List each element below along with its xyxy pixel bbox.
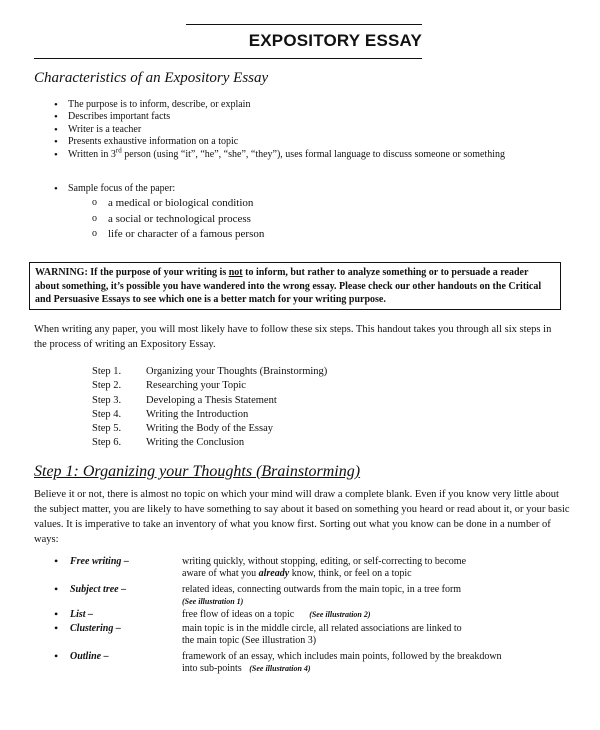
bullet-icon: • bbox=[54, 621, 59, 635]
warning-emphasis: not bbox=[228, 267, 243, 278]
written-superscript: rd bbox=[115, 146, 122, 155]
written-text-post: person (using “it”, “he”, “she”, “they”), uses formal language to discuss someone or something bbox=[121, 148, 505, 160]
sample-focus-label: • Sample focus of the paper: bbox=[54, 183, 175, 195]
method-term: Outline – bbox=[70, 651, 109, 662]
method-definition-line1 bbox=[182, 609, 502, 621]
method-definition-line2 bbox=[182, 568, 502, 580]
list-item bbox=[54, 556, 502, 584]
illustration-note: (See illustration 4) bbox=[249, 663, 311, 673]
method-definition-line1: related ideas, connecting outwards from the main topic, in a tree form bbox=[182, 584, 462, 595]
brainstorm-methods-list bbox=[54, 556, 502, 679]
list-item bbox=[54, 651, 502, 679]
step-text: Writing the Introduction bbox=[146, 408, 249, 420]
step-number: Step 3. bbox=[92, 394, 122, 406]
list-item: o life or character of a famous person bbox=[92, 227, 264, 243]
page-title: EXPOSITORY ESSAY bbox=[248, 31, 422, 50]
title-rule-top bbox=[186, 24, 422, 25]
step-text: Developing a Thesis Statement bbox=[146, 394, 277, 406]
characteristics-list bbox=[54, 99, 505, 161]
list-item: o a social or technological process bbox=[92, 212, 264, 228]
method-definition-line1: main topic is in the middle circle, all related associations are linked to bbox=[182, 623, 462, 634]
list-item bbox=[54, 584, 502, 609]
method-definition-line2 bbox=[182, 663, 502, 675]
sample-focus-sublist bbox=[92, 196, 264, 243]
method-term: Free writing – bbox=[70, 556, 129, 567]
step-text: Writing the Body of the Essay bbox=[146, 423, 274, 435]
method-term: Subject tree – bbox=[70, 584, 127, 595]
method-term: Clustering – bbox=[70, 623, 121, 634]
list-item: • Presents exhaustive information on a topic bbox=[54, 136, 505, 148]
method-definition-text: free flow of ideas on a topic bbox=[182, 609, 295, 620]
list-item bbox=[54, 609, 502, 623]
method-definition-line2: the main topic (See illustration 3) bbox=[182, 634, 317, 646]
method-definition-line1: framework of an essay, which includes main points, followed by the breakdown bbox=[182, 651, 502, 662]
step-row bbox=[92, 422, 327, 436]
list-item bbox=[54, 146, 505, 161]
step-number: Step 1. bbox=[92, 366, 122, 377]
step-number: Step 5. bbox=[92, 423, 122, 435]
list-item: • Writer is a teacher bbox=[54, 124, 505, 136]
step-number: Step 4. bbox=[92, 408, 122, 420]
method-definition-text: aware of what you bbox=[182, 567, 259, 579]
step-row bbox=[92, 408, 327, 422]
warning-box bbox=[29, 262, 561, 310]
list-item bbox=[54, 623, 502, 651]
list-item: • Describes important facts bbox=[54, 111, 505, 123]
step-text: Researching your Topic bbox=[146, 380, 246, 392]
method-definition-line1: writing quickly, without stopping, editing, or self-correcting to become bbox=[182, 556, 467, 567]
step1-paragraph: Believe it or not, there is almost no topic on which your mind will draw a complete blank. Even if you know very little about the subject matter, you are likely to have something to say about it based on something you heard or read about it, or your basic values. It is imperative to take an inventory of what you know first. Sorting out what you know can be done in a number of ways: bbox=[34, 489, 570, 545]
steps-list bbox=[92, 365, 327, 451]
sample-focus-list bbox=[54, 183, 175, 195]
title-block bbox=[186, 24, 422, 51]
step-row bbox=[92, 365, 327, 379]
illustration-note: (See illustration 2) bbox=[309, 610, 371, 619]
warning-text-post: to inform, but rather to analyze something or to persuade a reader about something, it’s possible you have wandered into the wrong essay. Please check our other handouts on the Critical and Persuasive Essays to see which one is a better match for your writing purpose. bbox=[35, 267, 542, 306]
step-row bbox=[92, 394, 327, 408]
step1-heading: Step 1: Organizing your Thoughts (Brainstorming) bbox=[34, 463, 361, 480]
list-item: o a medical or biological condition bbox=[92, 196, 264, 212]
method-definition-text: know, think, or feel on a topic bbox=[289, 567, 412, 579]
method-definition-text: into sub-points bbox=[182, 662, 242, 674]
list-item: • The purpose is to inform, describe, or explain bbox=[54, 99, 505, 111]
step-number: Step 2. bbox=[92, 380, 122, 392]
characteristics-heading: Characteristics of an Expository Essay bbox=[34, 70, 269, 86]
step-row bbox=[92, 436, 327, 450]
written-text-pre: Written in 3 bbox=[68, 148, 116, 160]
illustration-note: (See illustration 1) bbox=[182, 596, 244, 606]
warning-text-pre: WARNING: If the purpose of your writing is bbox=[35, 267, 229, 278]
bullet-icon: • bbox=[54, 607, 59, 621]
bullet-icon: • bbox=[54, 554, 59, 568]
step-row bbox=[92, 379, 327, 393]
method-term: List – bbox=[70, 609, 94, 620]
bullet-icon: • bbox=[54, 582, 59, 596]
step-number: Step 6. bbox=[92, 437, 122, 449]
bullet-icon: • bbox=[54, 649, 59, 663]
method-definition-emphasis: already bbox=[258, 567, 290, 579]
step-text: Organizing your Thoughts (Brainstorming) bbox=[146, 366, 328, 377]
step-text: Writing the Conclusion bbox=[146, 437, 245, 449]
title-rule-bottom bbox=[34, 58, 422, 59]
intro-paragraph: When writing any paper, you will most likely have to follow these six steps. This handout takes you through all six steps in the process of writing an Expository Essay. bbox=[34, 324, 552, 351]
